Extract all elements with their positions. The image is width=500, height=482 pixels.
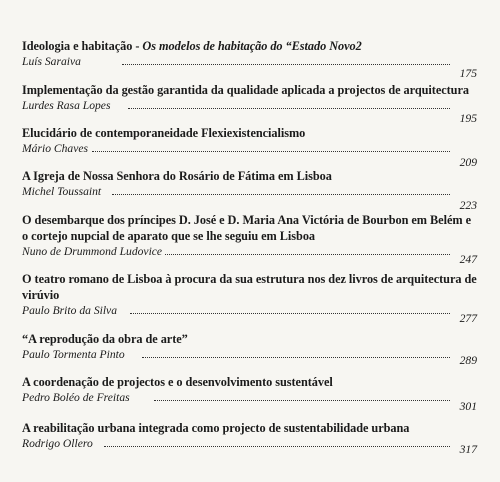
- entry-author-line: [22, 98, 477, 113]
- entry-author-line: [22, 436, 477, 451]
- entry-page-number: 277: [459, 312, 477, 325]
- entry-title: A reabilitação urbana integrada como projecto de sustentabilidade urbana: [22, 421, 410, 435]
- entry-author-line: [22, 141, 477, 156]
- dot-leader: [122, 64, 450, 65]
- entry-author: Paulo Tormenta Pinto: [22, 348, 125, 361]
- entry-page-number: 195: [459, 112, 477, 125]
- entry-author-line: [22, 184, 477, 199]
- entry-author: Lurdes Rasa Lopes: [22, 99, 111, 112]
- entry-author: Mário Chaves: [22, 142, 89, 155]
- toc-entry: [22, 168, 477, 212]
- entry-page-number: 289: [459, 354, 477, 367]
- dot-leader: [165, 254, 450, 255]
- entry-page-number: 317: [459, 443, 477, 456]
- entry-title: A coordenação de projectos e o desenvolvimento sustentável: [22, 375, 333, 389]
- toc-entry: [22, 271, 477, 325]
- entry-page-number: 175: [459, 67, 477, 80]
- toc-entry: [22, 374, 477, 413]
- entry-title: [22, 38, 477, 54]
- toc-entry: [22, 82, 477, 125]
- entry-author: Michel Toussaint: [22, 185, 102, 198]
- dot-leader: [142, 357, 450, 358]
- entry-title: O teatro romano de Lisboa à procura da sua estrutura nos dez livros de arquitectura de virúvio: [22, 272, 477, 302]
- dot-leader: [154, 400, 450, 401]
- entry-title-main: Ideologia e habitação -: [22, 39, 143, 53]
- entry-author-line: [22, 244, 477, 259]
- toc-entry: [22, 420, 477, 456]
- dot-leader: [104, 446, 450, 447]
- entry-title: “A reprodução da obra de arte”: [22, 332, 188, 346]
- dot-leader: [112, 194, 450, 195]
- dot-leader: [128, 108, 450, 109]
- toc-entry: [22, 125, 477, 169]
- entry-author-line: [22, 303, 477, 318]
- entry-title: Elucidário de contemporaneidade Flexiexistencialismo: [22, 126, 306, 140]
- entry-author-line: [22, 390, 477, 405]
- toc-entry: [22, 38, 477, 80]
- dot-leader: [92, 151, 450, 152]
- entry-page-number: 301: [459, 400, 477, 413]
- toc-entry: [22, 331, 477, 367]
- entry-author: Nuno de Drummond Ludovice: [22, 245, 163, 258]
- entry-author-line: [22, 54, 477, 69]
- entry-page-number: 209: [459, 156, 477, 169]
- dot-leader: [130, 313, 450, 314]
- entry-page-number: 223: [459, 199, 477, 212]
- entry-title: O desembarque dos príncipes D. José e D. Maria Ana Victória de Bourbon em Belém e o cortejo nupcial de aparato que se lhe seguiu em Lisboa: [22, 213, 471, 243]
- toc-entry: [22, 212, 477, 266]
- entry-author: Rodrigo Ollero: [22, 437, 93, 450]
- entry-page-number: 247: [459, 253, 477, 266]
- entry-title: Implementação da gestão garantida da qualidade aplicada a projectos de arquitectura: [22, 83, 469, 97]
- entry-author: Paulo Brito da Silva: [22, 304, 117, 317]
- entry-author: Luís Saraiva: [22, 55, 81, 68]
- entry-author-line: [22, 347, 477, 362]
- entry-title-subtitle: Os modelos de habitação do “Estado Novo2: [142, 39, 362, 53]
- entry-title: A Igreja de Nossa Senhora do Rosário de Fátima em Lisboa: [22, 169, 332, 183]
- entry-author: Pedro Boléo de Freitas: [22, 391, 130, 404]
